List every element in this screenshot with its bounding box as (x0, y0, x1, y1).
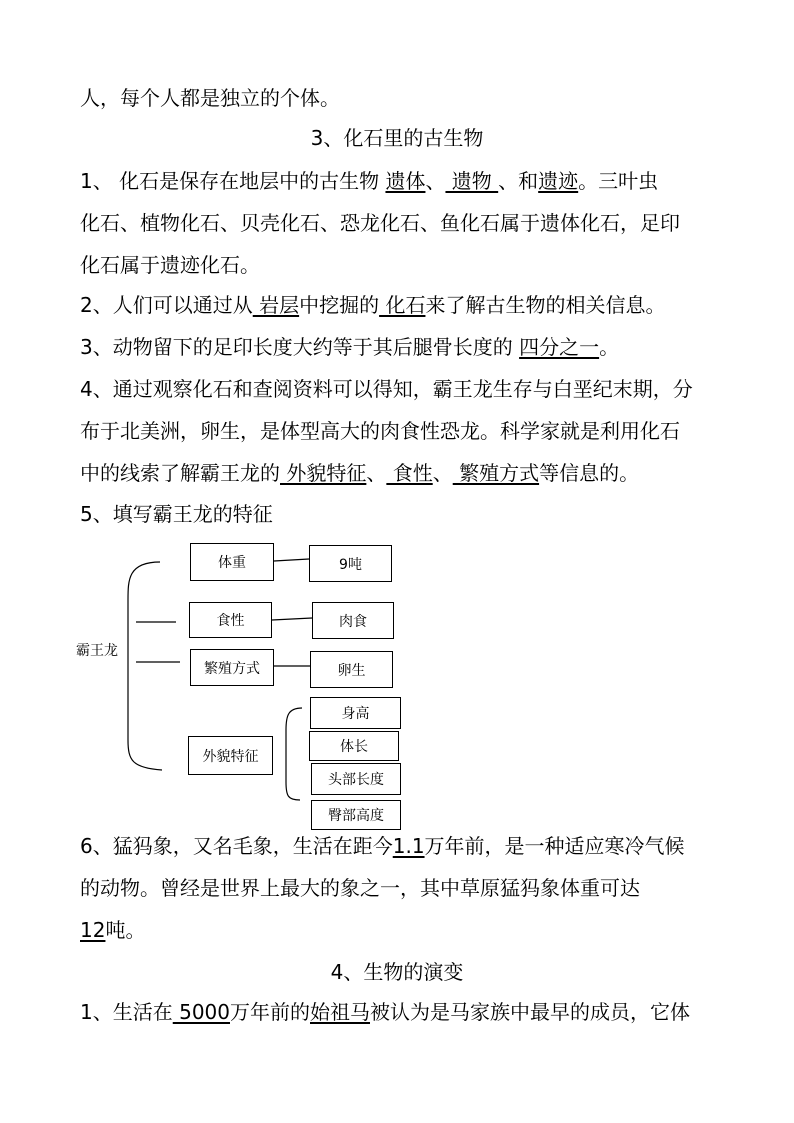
text-segment: 。三叶虫 (578, 169, 659, 193)
section-title-text: 4、生物的演变 (330, 960, 464, 984)
question-6-line-1 (80, 832, 685, 860)
answer-blank: 遗物 (445, 169, 499, 193)
text-segment: 、和 (498, 169, 539, 193)
text-segment: 化石属于遗迹化石。 (80, 253, 260, 277)
text-segment: 1、生活在 (80, 1000, 173, 1024)
repro-label-box: 繁殖方式 (190, 649, 274, 686)
answer-blank: 化石 (379, 293, 426, 317)
answer-blank: 外貌特征 (280, 461, 367, 485)
look-item-head-box: 头部长度 (311, 763, 401, 795)
text-segment: 中挖掘的 (299, 293, 380, 317)
look-item-length-box: 体长 (309, 731, 399, 761)
diagram-root-label: 霸王龙 (76, 643, 118, 659)
connector-line (274, 559, 309, 561)
text-segment: 3、动物留下的足印长度大约等于其后腿骨长度的 (80, 335, 520, 359)
weight-label-box: 体重 (190, 543, 274, 581)
connector-line (272, 618, 312, 620)
answer-blank: 1.1 (392, 834, 425, 858)
answer-blank: 5000 (172, 1000, 230, 1024)
answer-blank: 岩层 (252, 293, 300, 317)
text-segment: 、 (366, 461, 387, 485)
weight-value-box: 9吨 (309, 545, 392, 582)
text-segment: 5、填写霸王龙的特征 (80, 502, 273, 526)
section-title-4 (0, 958, 794, 986)
answer-blank: 四分之一 (519, 335, 600, 359)
right-brace (286, 708, 302, 800)
look-label-box: 外貌特征 (188, 736, 273, 775)
text-segment: 1、 化石是保存在地层中的古生物 (80, 169, 386, 193)
text-segment: 2、人们可以通过从 (80, 293, 253, 317)
text-segment: 、 (432, 461, 453, 485)
question-6-line-3 (80, 916, 145, 944)
answer-blank: 食性 (386, 461, 433, 485)
text-segment: 吨。 (105, 918, 146, 942)
text-segment: 人，每个人都是独立的个体。 (80, 86, 340, 110)
look-item-hip-box: 臀部高度 (311, 800, 401, 830)
text-segment: 布于北美洲，卵生，是体型高大的肉食性恐龙。科学家就是利用化石 (80, 419, 680, 443)
left-brace (128, 562, 162, 770)
text-segment: 来了解古生物的相关信息。 (425, 293, 666, 317)
text-segment: 的动物。曾经是世界上最大的象之一，其中草原猛犸象体重可达 (80, 876, 640, 900)
text-segment: 中的线索了解霸王龙的 (80, 461, 280, 485)
section-title-text: 3、化石里的古生物 (310, 126, 484, 150)
text-segment: 化石、植物化石、贝壳化石、恐龙化石、鱼化石属于遗体化石，足印 (80, 211, 680, 235)
section-4-question-1 (80, 998, 690, 1026)
diet-label-box: 食性 (189, 602, 272, 638)
question-6-line-2 (80, 874, 640, 902)
answer-blank: 12 (80, 918, 106, 942)
text-segment: 万年前，是一种适应寒冷气候 (424, 834, 685, 858)
text-segment: 被认为是马家族中最早的成员，它体 (370, 1000, 690, 1024)
text-segment: 等信息的。 (539, 461, 640, 485)
text-segment: 4、通过观察化石和查阅资料可以得知，霸王龙生存与白垩纪末期，分 (80, 377, 693, 401)
text-segment: 6、猛犸象，又名毛象，生活在距今 (80, 834, 393, 858)
repro-value-box: 卵生 (310, 651, 393, 688)
answer-blank: 始祖马 (310, 1000, 370, 1024)
diet-value-box: 肉食 (312, 602, 394, 639)
answer-blank: 繁殖方式 (452, 461, 540, 485)
look-item-height-box: 身高 (310, 697, 401, 729)
answer-blank: 遗体 (385, 169, 426, 193)
text-segment: 。 (599, 335, 620, 359)
text-segment: 万年前的 (230, 1000, 310, 1024)
text-segment: 、 (425, 169, 446, 193)
answer-blank: 遗迹 (538, 169, 579, 193)
